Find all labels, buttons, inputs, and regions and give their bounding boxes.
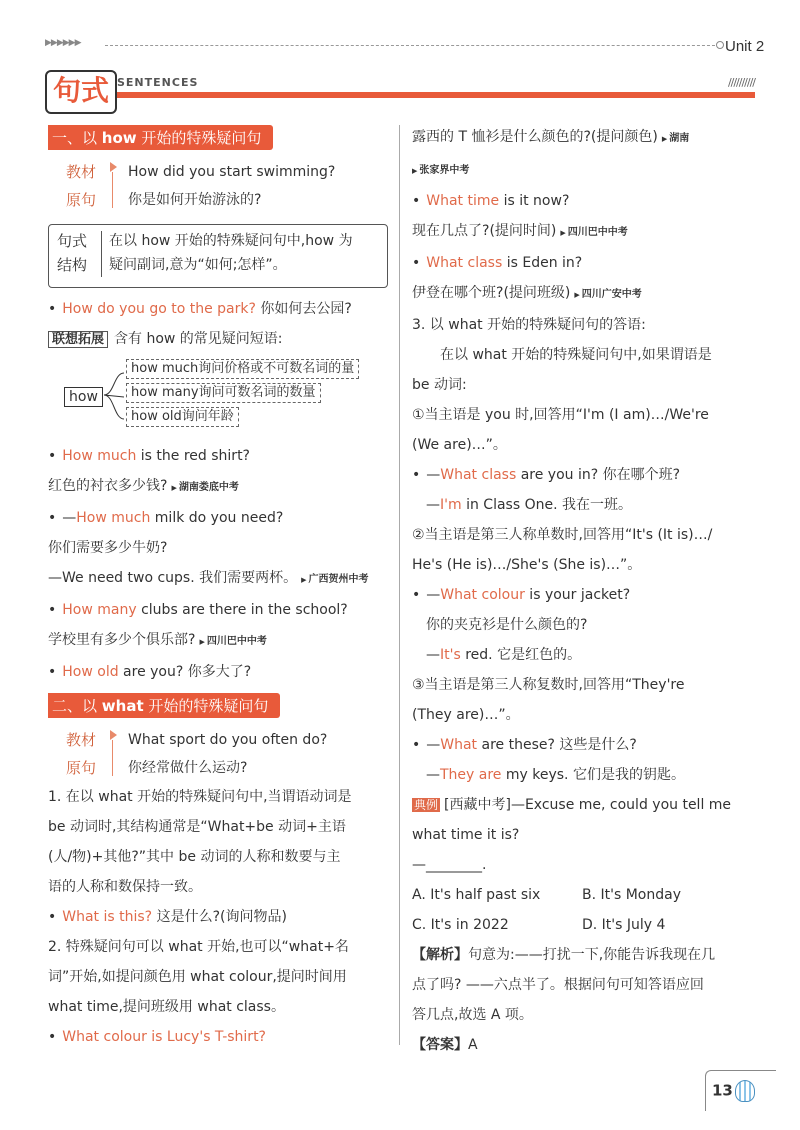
top-rule	[45, 40, 720, 52]
left-column: 一、以 how 开始的特殊疑问句 教材 原句 How did you start swimming? 你是如何开始游泳的? 句式 结构 在以 how 开始的特殊疑问句中,how 为 疑问副词,意为“如何;怎样”。 • How do you go to the park? 你如何去公园? 联想拓展 含有 how 的常见疑问短语: how how much询问价格或不可数名词的量 how many询问可数名词的数量 how old询问年龄 • How much is the red shirt? 红色的衬衣多少钱?▶ 湖南娄底中考 • —How much milk do you need? 你们需要多少牛奶? —We need two cups. 我们需要两杯。▶ 广西贺州中考 • How many clubs are there in the school? 学校里有多少个俱乐部?▶ 四川巴中中考 • How old are you? 你多大了? 二、以 what 开始的特殊疑问句 教材 原句 What sport do you often do? 你经常做什么运动? 1. 在以 what 开始的特殊疑问句中,当谓语动词是 be 动词时,其结构通常是“What+be 动词+主语 (人/物)+其他?”其中 be 动词的人称和数要与主 语的人称和数保持一致。 • What is this? 这是什么?(询问物品) 2. 特殊疑问句可以 what 开始,也可以“what+名 词”开始,如提问颜色用 what colour,提问时间用 what time,提问班级用 what class。 • What colour is Lucy's T-shirt?	[48, 125, 388, 1052]
example-sentence: • How much is the red shirt?	[48, 441, 388, 471]
arrows-decoration: ▶▶▶▶▶▶	[45, 38, 81, 48]
unit-label: Unit 2	[725, 38, 765, 55]
balloon-icon	[735, 1080, 755, 1102]
example-sentence: • What class is Eden in?	[412, 248, 760, 278]
right-column: 露西的 T 恤衫是什么颜色的?(提问颜色)▶ 湖南 ▶ 张家界中考 • What time is it now? 现在几点了?(提问时间)▶ 四川巴中中考 • What class is Eden in? 伊登在哪个班?(提问班级)▶ 四川广安中考 3. 以 what 开始的特殊疑问句的答语: 在以 what 开始的特殊疑问句中,如果谓语是 be 动词: ①当主语是 you 时,回答用“I'm (I am)…/We're (We are)…”。 • —What class are you in? 你在哪个班? —I'm in Class One. 我在一班。 ②当主语是第三人称单数时,回答用“It's (It is)…/ He's (He is)…/She's (She is)…”。 • —What colour is your jacket? 你的夹克衫是什么颜色的? —It's red. 它是红色的。 ③当主语是第三人称复数时,回答用“They're (They are)…”。 • —What are these? 这些是什么? —They are my keys. 它们是我的钥匙。 典例 [西藏中考]—Excuse me, could you tell me what time it is? —________. A. It's half past six B. It's Monday C. It's in 2022 D. It's July 4 【解析】句意为:——打扰一下,你能告诉我现在几 点了吗? ——六点半了。根据问句可知答语应回 答几点,故选 A 项。 【答案】A	[412, 122, 760, 1060]
textbook-example: 教材 原句 What sport do you often do? 你经常做什么运动?	[66, 731, 328, 777]
example-sentence: • What time is it now?	[412, 186, 760, 216]
example-sentence: • How many clubs are there in the school?	[48, 595, 388, 625]
example-sentence: • How old are you? 你多大了?	[48, 657, 388, 687]
example-sentence: • What colour is Lucy's T-shirt?	[48, 1022, 388, 1052]
question: 典例 [西藏中考]—Excuse me, could you tell me	[414, 797, 732, 813]
example-sentence: • What is this? 这是什么?(询问物品)	[48, 902, 388, 932]
section-header	[45, 70, 755, 110]
mind-map: how how much询问价格或不可数名词的量 how many询问可数名词的数量 how old询问年龄	[48, 359, 388, 437]
example-sentence: • —How much milk do you need?	[48, 503, 388, 533]
textbook-example: 教材 原句 How did you start swimming? 你是如何开始游泳的?	[66, 163, 336, 209]
section-subtitle: SENTENCES	[117, 76, 199, 89]
options: A. It's half past six B. It's Monday	[412, 887, 681, 903]
example-sentence: • How do you go to the park? 你如何去公园?	[48, 294, 388, 324]
section-heading-what: 二、以 what 开始的特殊疑问句	[48, 693, 280, 718]
structure-box: 句式 结构 在以 how 开始的特殊疑问句中,how 为 疑问副词,意为“如何;怎样”。	[48, 224, 388, 288]
section-title: 句式	[45, 70, 117, 114]
extend-note: 联想拓展 含有 how 的常见疑问短语:	[48, 324, 388, 355]
section-heading-how: 一、以 how 开始的特殊疑问句	[48, 125, 273, 150]
slashes-decoration: //////////	[727, 76, 755, 89]
answer-blank: —________.	[412, 857, 487, 873]
answer: 【答案】A	[412, 1037, 478, 1053]
analysis: 【解析】句意为:——打扰一下,你能告诉我现在几	[412, 947, 716, 963]
page-number: 13	[712, 1080, 755, 1102]
